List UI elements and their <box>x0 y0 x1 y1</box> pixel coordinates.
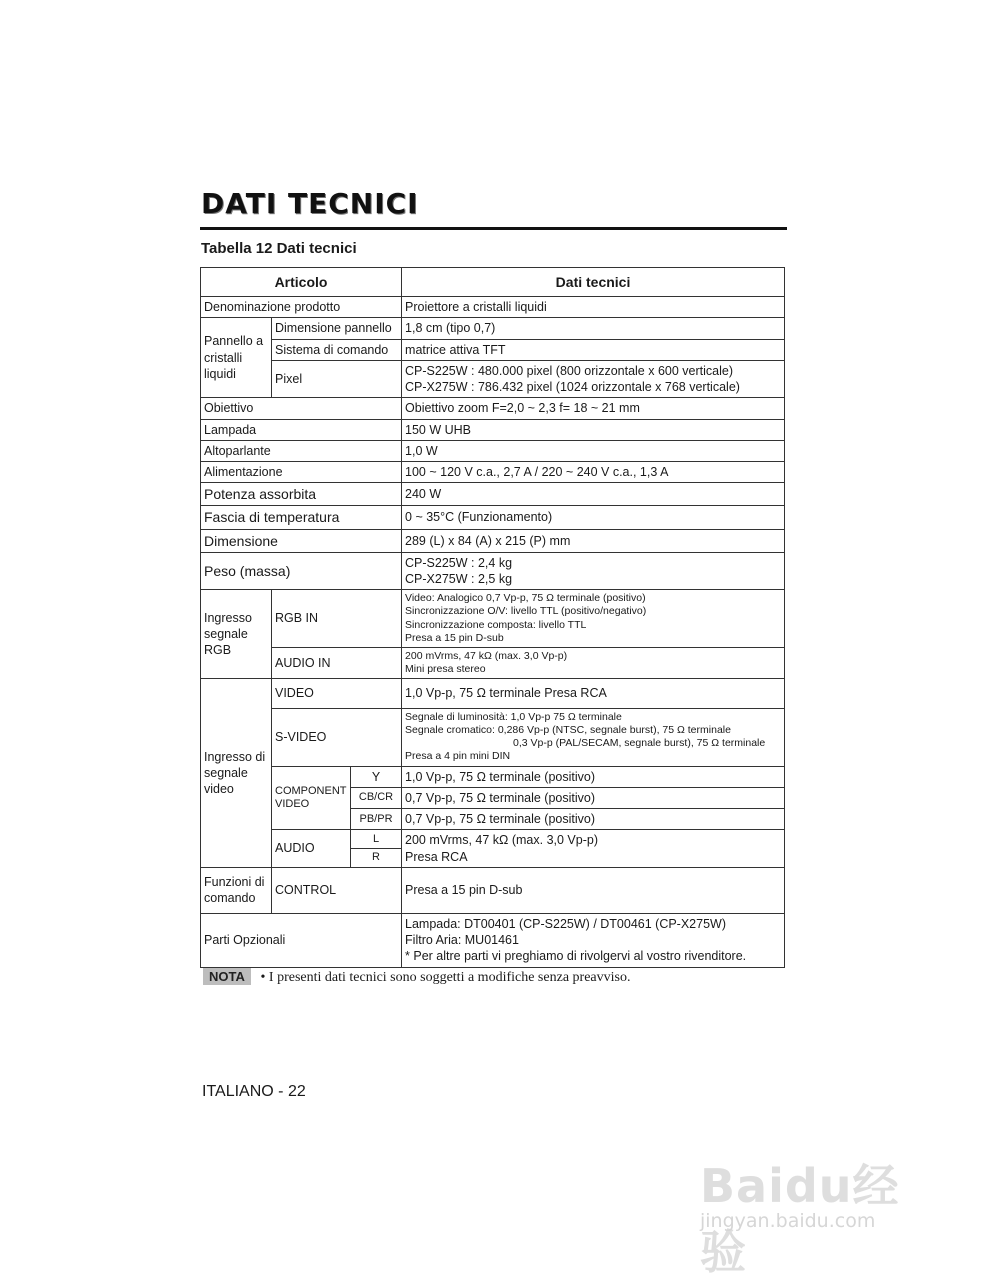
page-title: DATI TECNICI <box>201 187 419 220</box>
channel-label: PB/PR <box>351 809 402 830</box>
page-footer: ITALIANO - 22 <box>202 1083 306 1100</box>
row-label: Dimensione <box>201 529 402 552</box>
row-value: 1,0 Vp-p, 75 Ω terminale (positivo) <box>402 766 785 787</box>
table-row <box>201 339 785 360</box>
row-value <box>402 709 785 767</box>
value-line: Video: Analogico 0,7 Vp-p, 75 Ω terminale (positivo) <box>405 592 646 605</box>
row-label: Denominazione prodotto <box>201 297 402 318</box>
row-label: Alimentazione <box>201 462 402 483</box>
row-value: 1,0 Vp-p, 75 Ω terminale Presa RCA <box>402 679 785 709</box>
table-caption: Tabella 12 Dati tecnici <box>201 240 357 257</box>
channel-label: L <box>351 830 402 849</box>
note-badge: NOTA <box>203 968 251 985</box>
sub-label: Dimensione pannello <box>272 318 402 339</box>
value-line: CP-S225W : 480.000 pixel (800 orizzontale x 600 verticale) <box>405 363 733 378</box>
sub-label: COMPONENT VIDEO <box>272 766 351 830</box>
value-line: 200 mVrms, 47 kΩ (max. 3,0 Vp-p) <box>405 649 568 662</box>
value-line: CP-X275W : 786.432 pixel (1024 orizzontale x 768 verticale) <box>405 380 740 394</box>
sub-label: CONTROL <box>272 867 402 913</box>
table-row <box>201 679 785 709</box>
value-line: * Per altre parti vi preghiamo di rivolgervi al vostro rivenditore. <box>405 949 747 964</box>
watermark-url: jingyan.baidu.com <box>700 1210 876 1232</box>
row-value: 0 ~ 35°C (Funzionamento) <box>402 506 785 529</box>
sub-label: VIDEO <box>272 679 402 709</box>
row-value <box>402 830 785 868</box>
row-label: Fascia di temperatura <box>201 506 402 529</box>
note <box>203 968 630 986</box>
row-value <box>402 360 785 398</box>
value-line: Sincronizzazione composta: livello TTL <box>405 618 587 631</box>
channel-label: Y <box>351 766 402 787</box>
value-line: Presa RCA <box>405 849 468 864</box>
note-text: • I presenti dati tecnici sono soggetti a modifiche senza preavviso. <box>260 970 631 985</box>
sub-label: AUDIO <box>272 830 351 868</box>
watermark-logo: Baidu经验 <box>700 1159 900 1279</box>
row-value: 289 (L) x 84 (A) x 215 (P) mm <box>402 529 785 552</box>
table-row <box>201 483 785 506</box>
row-label: Potenza assorbita <box>201 483 402 506</box>
row-value <box>402 590 785 648</box>
table-row <box>201 590 785 648</box>
row-value: 0,7 Vp-p, 75 Ω terminale (positivo) <box>402 787 785 808</box>
table-row <box>201 766 785 787</box>
table-row <box>201 867 785 913</box>
value-line: 200 mVrms, 47 kΩ (max. 3,0 Vp-p) <box>405 833 598 848</box>
sub-label: Sistema di comando <box>272 339 402 360</box>
row-value <box>402 552 785 590</box>
table-row <box>201 506 785 529</box>
value-line: Lampada: DT00401 (CP-S225W) / DT00461 (CP-X275W) <box>405 916 726 931</box>
value-line: Filtro Aria: MU01461 <box>405 933 519 948</box>
row-label: Lampada <box>201 419 402 440</box>
table-row <box>201 462 785 483</box>
value-line: Segnale di luminosità: 1,0 Vp-p 75 Ω terminale <box>405 711 622 724</box>
value-line: Presa a 4 pin mini DIN <box>405 750 511 763</box>
row-label: Peso (massa) <box>201 552 402 590</box>
table-row <box>201 419 785 440</box>
table-row <box>201 529 785 552</box>
row-label: Funzioni di comando <box>201 867 272 913</box>
value-line: Segnale cromatico: 0,286 Vp-p (NTSC, segnale burst), 75 Ω terminale <box>405 724 731 737</box>
row-value: 0,7 Vp-p, 75 Ω terminale (positivo) <box>402 809 785 830</box>
row-label: Obiettivo <box>201 398 402 419</box>
title-rule <box>200 227 787 230</box>
row-label: Pannello a cristalli liquidi <box>201 318 272 398</box>
table-row <box>201 552 785 590</box>
table-row <box>201 360 785 398</box>
channel-label: CB/CR <box>351 787 402 808</box>
row-value <box>402 913 785 967</box>
value-line: CP-X275W : 2,5 kg <box>405 572 513 587</box>
table-row <box>201 440 785 461</box>
row-label: Altoparlante <box>201 440 402 461</box>
table-row <box>201 830 785 849</box>
row-value: Obiettivo zoom F=2,0 ~ 2,3 f= 18 ~ 21 mm <box>402 398 785 419</box>
sub-label: RGB IN <box>272 590 402 648</box>
table-row <box>201 297 785 318</box>
row-value: 1,8 cm (tipo 0,7) <box>402 318 785 339</box>
row-value: 150 W UHB <box>402 419 785 440</box>
value-text: 0,3 Vp-p (PAL/SECAM, segnale burst), 75 Ω terminale <box>513 737 766 750</box>
row-value: 240 W <box>402 483 785 506</box>
row-value: Proiettore a cristalli liquidi <box>402 297 785 318</box>
sub-label: AUDIO IN <box>272 647 402 678</box>
table-row <box>201 709 785 767</box>
table-row <box>201 398 785 419</box>
sub-label: Pixel <box>272 360 402 398</box>
watermark <box>700 1130 940 1279</box>
value-line: Presa a 15 pin D-sub <box>405 631 504 644</box>
row-label: Ingresso di segnale video <box>201 679 272 868</box>
header-item: Articolo <box>201 268 402 297</box>
table-header-row <box>201 268 785 297</box>
row-label: Parti Opzionali <box>201 913 402 967</box>
sub-label: S-VIDEO <box>272 709 402 767</box>
table-row <box>201 318 785 339</box>
value-line: Sincronizzazione O/V: livello TTL (positivo/negativo) <box>405 605 647 618</box>
header-data: Dati tecnici <box>402 268 785 297</box>
row-label: Ingresso segnale RGB <box>201 590 272 679</box>
row-value <box>402 647 785 678</box>
row-value: Presa a 15 pin D-sub <box>402 867 785 913</box>
value-line: CP-S225W : 2,4 kg <box>405 555 513 570</box>
spec-table <box>200 267 785 968</box>
row-value: 1,0 W <box>402 440 785 461</box>
row-value: 100 ~ 120 V c.a., 2,7 A / 220 ~ 240 V c.a., 1,3 A <box>402 462 785 483</box>
table-row <box>201 913 785 967</box>
value-line <box>405 737 781 750</box>
channel-label: R <box>351 849 402 868</box>
value-line: Mini presa stereo <box>405 662 486 675</box>
row-value: matrice attiva TFT <box>402 339 785 360</box>
table-row <box>201 647 785 678</box>
